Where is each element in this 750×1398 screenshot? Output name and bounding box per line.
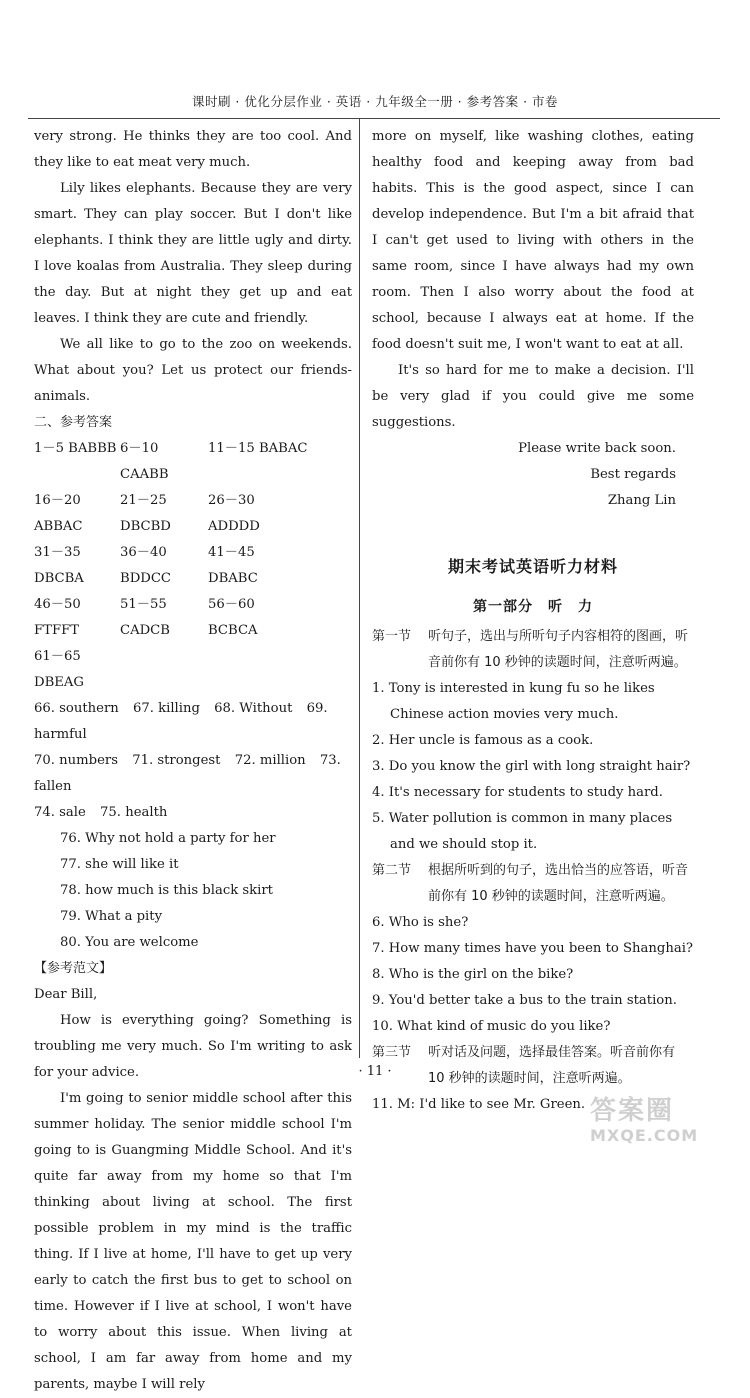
listening-item: 6. Who is she? <box>372 915 469 930</box>
answer-row <box>34 436 352 488</box>
essay-paragraph-zoo: We all like to go to the zoo on weekends. What about you? Let us protect our friends-animals. <box>34 337 352 404</box>
letter-signature: Zhang Lin <box>607 493 676 508</box>
letter-paragraph-1: How is everything going? Something is troubling me very much. So I'm writing to ask for your advice. <box>34 1013 352 1080</box>
answer-group: 61－65 DBEAG <box>34 649 84 690</box>
essay-paragraph-lily: Lily likes elephants. Because they are very smart. They can play soccer. But I don't like elephants. I think they are little ugly and dirty. I love koalas from Australia. They sleep during the day. But at night they get up and eat leaves. I think they are cute and friendly. <box>34 181 352 326</box>
section-3-label: 第三节 <box>372 1045 412 1060</box>
letter-paragraph-2: I'm going to senior middle school after this summer holiday. The senior middle school I'm going to is Guangming Middle School. And it's quite far away from my home so that I'm thinking about living at school. The first possible problem in my mind is the traffic thing. If I live at home, I'll have to get up very early to catch the first bus to get to school on time. However if I live at school, I won't have to worry about this issue. When living at school, I am far away from home and my parents, maybe I will rely <box>34 1091 352 1392</box>
watermark-logo <box>590 1096 740 1152</box>
letter-closing-2: Best regards <box>590 467 676 482</box>
section-2-instructions <box>372 858 694 910</box>
listening-item: 11. M: I'd like to see Mr. Green. <box>372 1097 586 1112</box>
essay-paragraph-end: very strong. He thinks they are too cool. And they like to eat meat very much. <box>34 129 352 170</box>
letter-closing-1: Please write back soon. <box>518 441 676 456</box>
page-number: · 11 · <box>358 1064 392 1079</box>
letter-greeting: Dear Bill, <box>34 987 98 1002</box>
answer-group: 36－40 BDDCC <box>120 545 172 586</box>
watermark-logo-text: 答案圈 <box>590 1096 675 1126</box>
fill-row <box>34 800 352 826</box>
fill-answer: 66. southern <box>34 701 119 716</box>
fill-in-answers <box>34 696 352 826</box>
section-1-label: 第一节 <box>372 629 412 644</box>
answer-group: 6－10 CAABB <box>120 441 169 482</box>
listening-item: 9. You'd better take a bus to the train station. <box>372 993 677 1008</box>
answer-group: 31－35 DBCBA <box>34 545 84 586</box>
answer-key <box>34 436 352 696</box>
fill-row <box>34 696 352 748</box>
section-1-text: 听句子，选出与所听句子内容相符的图画，听音前你有 10 秒钟的读题时间，注意听两遍。 <box>428 629 689 670</box>
section-3-text: 听对话及问题，选择最佳答案。听音前你有 10 秒钟的读题时间，注意听两遍。 <box>428 1045 676 1086</box>
listening-item: 2. Her uncle is famous as a cook. <box>372 733 594 748</box>
answer-group: 21－25 DBCBD <box>120 493 171 534</box>
listening-item: 5. Water pollution is common in many places and we should stop it. <box>372 811 673 852</box>
answer-group: 11－15 BABAC <box>208 441 308 456</box>
part-title: 第一部分 听 力 <box>473 599 593 615</box>
answer-group: 46－50 FTFFT <box>34 597 81 638</box>
listening-item: 1. Tony is interested in kung fu so he likes Chinese action movies very much. <box>372 681 655 722</box>
sentence-answer: 77. she will like it <box>60 857 179 872</box>
sentence-answer: 76. Why not hold a party for her <box>60 831 276 846</box>
answer-group: 1－5 BABBB <box>34 441 117 456</box>
fill-answer: 71. strongest <box>132 753 221 768</box>
running-header: 课时刷 · 优化分层作业 · 英语 · 九年级全一册 · 参考答案 · 市卷 <box>191 94 559 109</box>
listening-item: 8. Who is the girl on the bike? <box>372 967 574 982</box>
watermark-url: MXQE.COM <box>590 1126 699 1145</box>
listening-item: 4. It's necessary for students to study hard. <box>372 785 663 800</box>
section-title: 期末考试英语听力材料 <box>447 557 618 576</box>
sentence-answer: 79. What a pity <box>60 909 163 924</box>
fill-answer: 75. health <box>100 805 168 820</box>
fill-answer: 70. numbers <box>34 753 118 768</box>
answer-group: 16－20 ABBAC <box>34 493 83 534</box>
section-2-text: 根据所听到的句子，选出恰当的应答语，听音前你有 10 秒钟的读题时间，注意听两遍。 <box>428 863 689 904</box>
sentence-answer: 80. You are welcome <box>60 935 199 950</box>
column-divider <box>359 118 360 1058</box>
fill-answer: 69. harmful <box>34 701 328 742</box>
fill-row <box>34 748 352 800</box>
answer-row <box>34 644 352 696</box>
answer-group: 51－55 CADCB <box>120 597 170 638</box>
listening-item: 10. What kind of music do you like? <box>372 1019 611 1034</box>
section-1-instructions <box>372 624 694 676</box>
sentence-answer: 78. how much is this black skirt <box>60 883 273 898</box>
answer-group: 41－45 DBABC <box>208 545 258 586</box>
left-column <box>34 124 352 1398</box>
fill-answer: 74. sale <box>34 805 86 820</box>
listening-item: 3. Do you know the girl with long straight hair? <box>372 759 691 774</box>
answer-group: 56－60 BCBCA <box>208 597 258 638</box>
fill-answer: 72. million <box>234 753 306 768</box>
letter-paragraph-4: It's so hard for me to make a decision. I'll be very glad if you could give me some suggestions. <box>372 363 694 430</box>
answer-row <box>34 592 352 644</box>
letter-paragraph-3: more on myself, like washing clothes, eating healthy food and keeping away from bad habits. This is the good aspect, since I can develop independence. But I'm a bit afraid that I can't get used to living with others in the same room, since I have always had my own room. Then I also worry about the food at school, because I always eat at home. If the food doesn't suit me, I won't want to eat at all. <box>372 129 694 352</box>
answers-heading: 二、参考答案 <box>34 415 113 430</box>
answer-row <box>34 488 352 540</box>
section-2-label: 第二节 <box>372 863 412 878</box>
answer-group: 26－30 ADDDD <box>208 493 260 534</box>
fill-answer: 67. killing <box>132 701 200 716</box>
right-column <box>372 124 694 1118</box>
fill-answer: 73. fallen <box>34 753 341 794</box>
answer-row <box>34 540 352 592</box>
listening-item: 7. How many times have you been to Shanghai? <box>372 941 693 956</box>
fill-answer: 68. Without <box>214 701 293 716</box>
header-rule <box>28 118 720 119</box>
sample-essay-heading: 【参考范文】 <box>34 961 113 976</box>
